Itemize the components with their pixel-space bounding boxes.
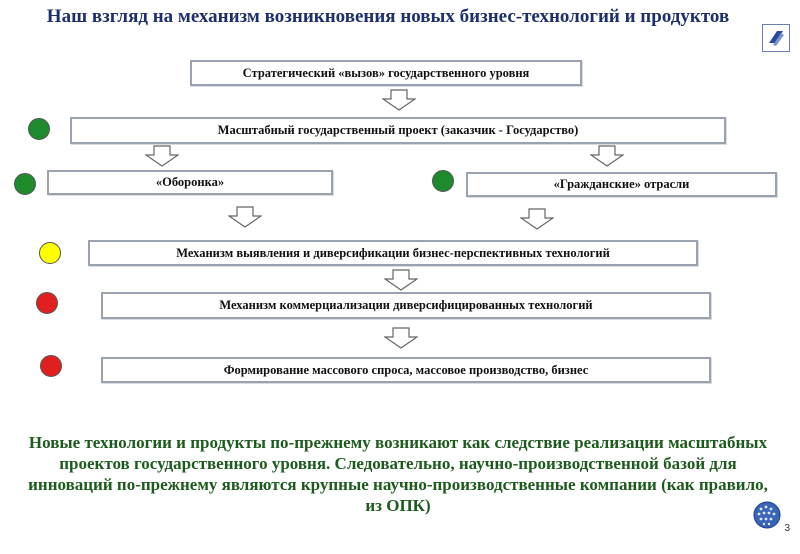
indicator-project-green xyxy=(28,118,50,140)
box-identification-mechanism: Механизм выявления и диверсификации бизнес-перспективных технологий xyxy=(88,240,698,266)
indicator-commercialization-red xyxy=(36,292,58,314)
down-arrow-icon xyxy=(228,206,262,228)
indicator-mass-demand-red xyxy=(40,355,62,377)
box-defense: «Оборонка» xyxy=(47,170,333,195)
down-arrow-icon xyxy=(590,145,624,167)
page-number: 3 xyxy=(784,523,790,534)
box-strategic-challenge: Стратегический «вызов» государственного уровня xyxy=(190,60,582,86)
down-arrow-icon xyxy=(384,327,418,349)
down-arrow-icon xyxy=(520,208,554,230)
box-commercialization-mechanism: Механизм коммерциализации диверсифицированных технологий xyxy=(101,292,711,319)
logo-icon xyxy=(762,24,790,52)
down-arrow-icon xyxy=(145,145,179,167)
globe-icon xyxy=(752,500,782,530)
box-state-project: Масштабный государственный проект (заказчик - Государство) xyxy=(70,117,726,144)
box-civil-industries: «Гражданские» отрасли xyxy=(466,172,777,197)
box-mass-demand: Формирование массового спроса, массовое производство, бизнес xyxy=(101,357,711,383)
indicator-defense-green xyxy=(14,173,36,195)
indicator-identification-yellow xyxy=(39,242,61,264)
down-arrow-icon xyxy=(384,269,418,291)
conclusion-text: Новые технологии и продукты по-прежнему возникают как следствие реализации масштабных проектов государственного уровня. Следовательно, научно-производственной базой для инноваций по-прежнему являются крупные научно-производственные компании (как правило, из ОПК) xyxy=(28,433,768,515)
slide-title: Наш взгляд на механизм возникновения новых бизнес-технологий и продуктов xyxy=(46,6,730,27)
indicator-civil-green xyxy=(432,170,454,192)
down-arrow-icon xyxy=(382,89,416,111)
